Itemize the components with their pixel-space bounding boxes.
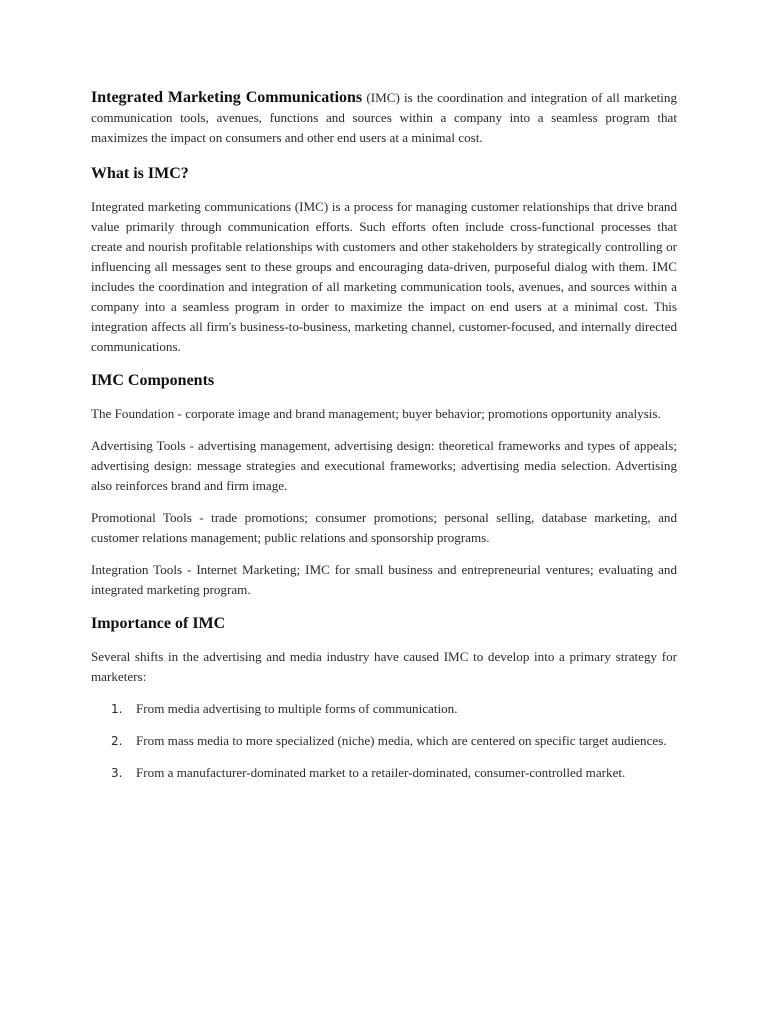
- intro-text: (IMC) is the coordination and integration of all marketing communication tools, avenues, functions and sources within a company into a seamless program that maximizes the impact on consumers and other end users at a minimal cost.: [91, 90, 677, 145]
- component-foundation: The Foundation - corporate image and brand management; buyer behavior; promotions opportunity analysis.: [91, 406, 661, 421]
- list-number: 3.: [111, 766, 123, 780]
- shifts-list: [91, 699, 677, 783]
- intro-term: Integrated Marketing Communications: [91, 89, 363, 106]
- list-number: 1.: [111, 702, 123, 716]
- heading-importance-of-imc: Importance of IMC: [91, 615, 226, 632]
- what-is-imc-paragraph: Integrated marketing communications (IMC) is a process for managing customer relationships that drive brand value primarily through communication efforts. Such efforts often include cross-functional processes that create and nourish profitable relationships with customers and other stakeholders by strategically controlling or influencing all messages sent to these groups and encouraging data-driven, purposeful dialog with them. IMC includes the coordination and integration of all marketing communication tools, avenues, and sources within a company into a seamless program in order to maximize the impact on end users at a minimal cost. This integration affects all firm's business-to-business, marketing channel, customer-focused, and internally directed communications.: [91, 199, 677, 354]
- importance-intro: Several shifts in the advertising and media industry have caused IMC to develop into a primary strategy for marketers:: [91, 649, 677, 684]
- list-item-text: From media advertising to multiple forms of communication.: [136, 701, 458, 716]
- component-integration-tools: Integration Tools - Internet Marketing; IMC for small business and entrepreneurial ventures; evaluating and integrated marketing program.: [91, 562, 677, 597]
- component-advertising-tools: Advertising Tools - advertising management, advertising design: theoretical frameworks and types of appeals; advertising design: message strategies and executional frameworks; advertising media selection. Advertising also reinforces brand and firm image.: [91, 438, 677, 493]
- list-item: [91, 699, 677, 719]
- heading-imc-components: IMC Components: [91, 372, 215, 389]
- list-item: [91, 731, 677, 751]
- list-item: [91, 763, 677, 783]
- heading-what-is-imc: What is IMC?: [91, 165, 189, 182]
- list-number: 2.: [111, 734, 123, 748]
- list-item-text: From a manufacturer-dominated market to a retailer-dominated, consumer-controlled market.: [136, 765, 626, 780]
- component-promotional-tools: Promotional Tools - trade promotions; consumer promotions; personal selling, database marketing, and customer relations management; public relations and sponsorship programs.: [91, 510, 677, 545]
- document-page: [91, 88, 677, 795]
- list-item-text: From mass media to more specialized (niche) media, which are centered on specific target audiences.: [136, 733, 667, 748]
- intro-paragraph: [91, 88, 677, 148]
